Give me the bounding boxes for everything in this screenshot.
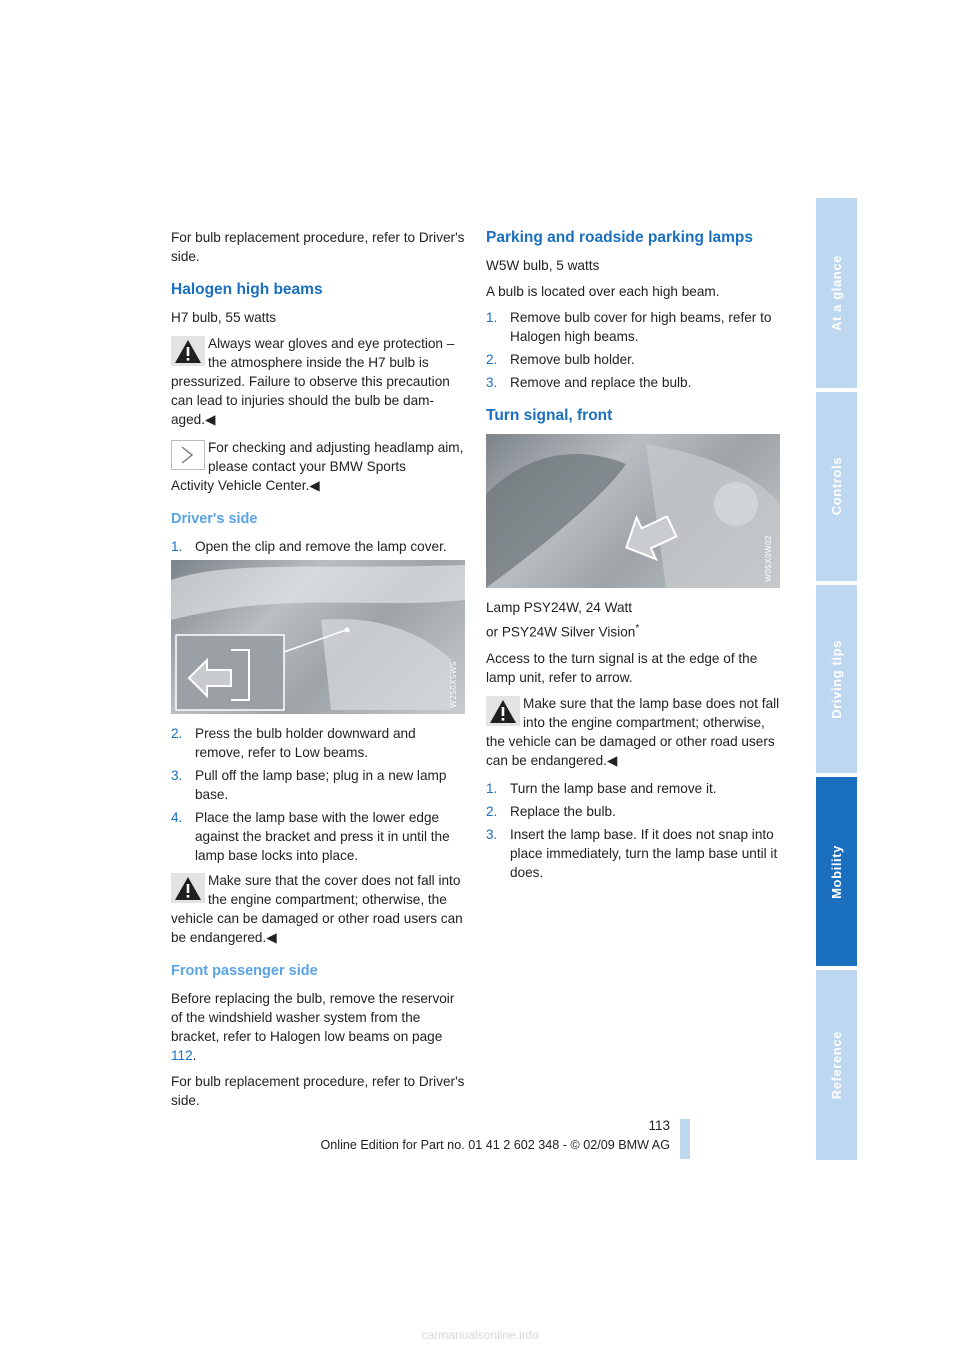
- page-number-bar: [680, 1119, 690, 1159]
- left-column: [171, 228, 467, 1117]
- turn-signal-warning-rest: the vehicle can be damaged or other road users can be endangered.◀: [486, 733, 775, 768]
- step-number: 2.: [486, 352, 498, 367]
- step-text: Remove bulb holder.: [510, 352, 635, 367]
- turn-step-2: [486, 802, 782, 821]
- warning-triangle-icon: [171, 873, 205, 903]
- halogen-warning: [171, 334, 467, 429]
- halogen-note: [171, 438, 467, 495]
- tab-controls[interactable]: [816, 392, 857, 581]
- lamp-line-1: Lamp PSY24W, 24 Watt: [486, 600, 633, 615]
- halogen-warning-first: Always wear gloves and eye protection – the atmosphere inside the H7 bulb is: [208, 336, 455, 370]
- image-code: W05X0W02: [764, 535, 773, 582]
- tab-driving-tips[interactable]: [816, 585, 857, 773]
- turn-step-3: [486, 825, 782, 882]
- lamp-line-2-text: or PSY24W Silver Vision: [486, 624, 636, 640]
- tab-reference[interactable]: [816, 970, 857, 1160]
- footer-edition: Online Edition for Part no. 01 41 2 602 348 - © 02/09 BMW AG: [320, 1138, 670, 1152]
- parking-step-1: [486, 308, 782, 346]
- right-column: [486, 228, 782, 886]
- step-text: Remove and replace the bulb.: [510, 375, 692, 390]
- turn-signal-photo: [486, 434, 780, 588]
- heading-parking-lamps: Parking and roadside parking lamps: [486, 229, 754, 246]
- page-number: 113: [648, 1118, 670, 1133]
- step-number: 2.: [486, 803, 498, 819]
- page-link-112[interactable]: 112: [171, 1048, 193, 1063]
- tab-label: Controls: [829, 457, 844, 516]
- intro-text: For bulb replacement procedure, refer to Driver's side.: [171, 230, 465, 264]
- drivers-warning: [171, 871, 467, 947]
- halogen-spec: H7 bulb, 55 watts: [171, 310, 277, 325]
- step-text: Insert the lamp base. If it does not snap into place immediately, turn the lamp base until it does.: [510, 826, 778, 880]
- step-number: 1.: [486, 310, 498, 325]
- step-text: Replace the bulb.: [510, 803, 616, 819]
- drivers-warning-first: Make sure that the cover does not fall into the engine compartment; otherwise, the: [208, 873, 461, 907]
- heading-halogen-high-beams: Halogen high beams: [171, 281, 323, 298]
- drivers-warning-rest: vehicle can be damaged or other road users can be endangered.◀: [171, 911, 463, 945]
- drivers-side-photo: [171, 560, 465, 714]
- step-text: Place the lamp base with the lower edge against the bracket and press it in until the lamp base locks into place.: [195, 810, 450, 863]
- step-number: 3.: [486, 826, 498, 842]
- tab-label: Mobility: [829, 844, 844, 899]
- passenger-paragraph-1: [171, 989, 467, 1065]
- passenger-text-end: .: [192, 1048, 197, 1063]
- warning-triangle-icon: [486, 696, 520, 726]
- tab-label: Driving tips: [829, 639, 844, 719]
- turn-signal-warning-first: Make sure that the lamp base does not fall into the engine compartment; otherwise,: [523, 695, 780, 730]
- engine-bay-illustration: [171, 560, 465, 714]
- chapter-sidebar: [816, 198, 857, 1160]
- turn-signal-illustration: [486, 434, 780, 588]
- step-number: 1.: [171, 539, 183, 554]
- note-arrow-icon: [171, 440, 205, 470]
- drivers-step-3: [171, 766, 467, 804]
- step-text: Turn the lamp base and remove it.: [510, 780, 717, 796]
- step-text: Remove bulb cover for high beams, refer to Halogen high beams.: [510, 310, 772, 344]
- step-number: 1.: [486, 780, 498, 796]
- optional-equipment-star: *: [635, 623, 640, 634]
- step-number: 4.: [171, 810, 183, 825]
- turn-step-1: [486, 779, 782, 798]
- halogen-note-rest: Activity Vehicle Center.◀: [171, 478, 320, 493]
- image-code: W250X5W5: [449, 661, 458, 708]
- turn-signal-warning: [486, 694, 782, 770]
- heading-front-passenger-side: Front passenger side: [171, 963, 318, 979]
- halogen-note-first: For checking and adjusting headlamp aim, please contact your BMW Sports: [208, 440, 464, 474]
- step-text: Open the clip and remove the lamp cover.: [195, 539, 447, 554]
- parking-location: A bulb is located over each high beam.: [486, 284, 720, 299]
- step-number: 2.: [171, 726, 183, 741]
- parking-spec: W5W bulb, 5 watts: [486, 258, 600, 273]
- drivers-step-1: [171, 537, 467, 556]
- step-text: Press the bulb holder downward and remove, refer to Low beams.: [195, 726, 416, 760]
- watermark: carmanualsonline.info: [421, 1328, 539, 1342]
- turn-signal-access: Access to the turn signal is at the edge of the lamp unit, refer to arrow.: [486, 650, 758, 685]
- step-number: 3.: [486, 375, 498, 390]
- heading-turn-signal-front: Turn signal, front: [486, 407, 613, 424]
- parking-step-2: [486, 350, 782, 369]
- warning-triangle-icon: [171, 336, 205, 366]
- lamp-line-2: [486, 619, 782, 642]
- drivers-step-2: [171, 724, 467, 762]
- parking-step-3: [486, 373, 782, 392]
- tab-mobility[interactable]: [816, 777, 857, 966]
- tab-label: At a glance: [829, 255, 844, 331]
- heading-drivers-side: Driver's side: [171, 511, 258, 527]
- passenger-text: Before replacing the bulb, remove the reservoir of the windshield washer system from the bracket, refer to Halogen low beams on page: [171, 991, 455, 1044]
- tab-at-a-glance[interactable]: [816, 198, 857, 388]
- halogen-warning-rest: pressurized. Failure to observe this precaution can lead to injuries should the bulb be dam-aged.◀: [171, 374, 450, 427]
- step-text: Pull off the lamp base; plug in a new lamp base.: [195, 768, 447, 802]
- passenger-paragraph-2: For bulb replacement procedure, refer to Driver's side.: [171, 1074, 465, 1108]
- drivers-step-4: [171, 808, 467, 865]
- tab-label: Reference: [829, 1030, 844, 1100]
- step-number: 3.: [171, 768, 183, 783]
